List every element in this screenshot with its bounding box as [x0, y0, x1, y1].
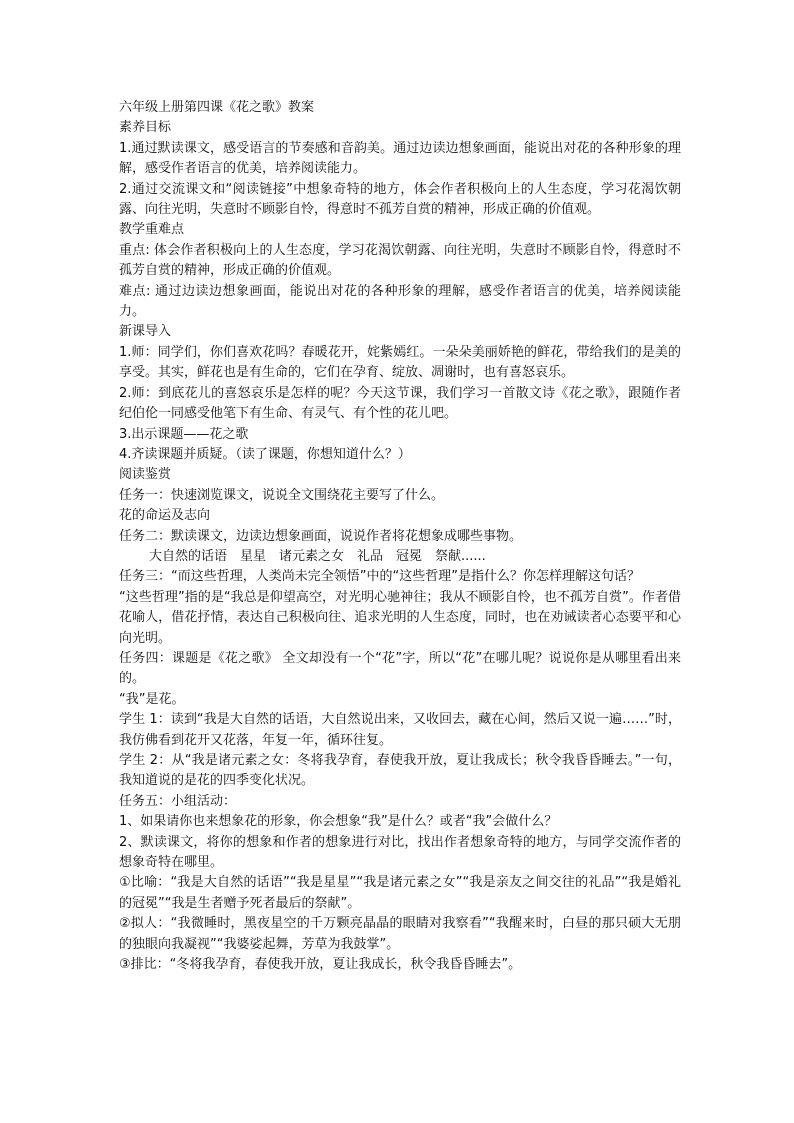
task-1-answer: 花的命运及志向 [119, 508, 211, 524]
heading-goals: 素养目标 [119, 120, 172, 136]
task-1: 任务一：快速浏览课文，说说全文围绕花主要写了什么。 [119, 487, 445, 503]
heading-intro: 新课导入 [119, 324, 172, 340]
key-point: 重点: 体会作者积极向上的人生态度，学习花渴饮朝露、向往光明，失意时不顾影自怜，得意时不孤芳自赏的精神，形成正确的价值观。 [119, 242, 681, 279]
goal-item-2: 2.通过交流课文和“阅读链接”中想象奇特的地方，体会作者积极向上的人生态度，学习花渴饮朝露、向往光明，失意时不顾影自怜，得意时不孤芳自赏的精神，形成正确的价值观。 [119, 181, 681, 218]
student-answer-2: 学生 2：从“我是诸元素之女：冬将我孕育，春使我开放，夏让我成长；秋令我昏昏睡去。”一句，我知道说的是花的四季变化状况。 [119, 753, 681, 789]
student-answer-1: 学生 1：读到“我是大自然的话语，大自然说出来，又收回去，藏在心间，然后又说一遍……”时，我仿佛看到花开又花落，年复一年，循环往复。 [119, 712, 681, 748]
heading-reading: 阅读鉴赏 [119, 467, 172, 483]
task-5-question-1: 1、如果请你也来想象花的形象，你会想象“我”是什么？或者“我”会做什么？ [119, 814, 558, 830]
goal-item-1: 1.通过默读课文，感受语言的节奏感和音韵美。通过边读边想象画面，能说出对花的各种形象的理解，感受作者语言的优美，培养阅读能力。 [119, 140, 681, 177]
task-2: 任务二：默读课文，边读边想象画面，说说作者将花想象成哪些事物。 [119, 528, 523, 544]
task-2-answer: 大自然的话语 星星 诸元素之女 礼品 冠冕 祭献...... [149, 548, 486, 564]
task-4-answer: “我”是花。 [119, 691, 185, 707]
rhetoric-personification: ②拟人：“我微睡时，黑夜星空的千万颗亮晶晶的眼睛对我察看”“我醒来时，白昼的那只硕大无朋的独眼向我凝视”“我婆娑起舞，芳草为我鼓掌”。 [119, 916, 681, 952]
task-3: 任务三：“而这些哲理，人类尚未完全领悟”中的“这些哲理”是指什么？你怎样理解这句话？ [119, 569, 640, 585]
document-page [119, 98, 681, 975]
task-4: 任务四：课题是《花之歌》 全文却没有一个“花”字，所以“花”在哪儿呢？说说你是从哪里看出来的。 [119, 650, 681, 687]
task-3-answer: “这些哲理”指的是“我总是仰望高空，对光明心驰神往；我从不顾影自怜，也不孤芳自赏”。作者借花喻人，借花抒情，表达自己积极向往、追求光明的人生态度，同时，也在劝诫读者心态要平和心向光明。 [119, 589, 681, 646]
intro-item-2: 2.师：到底花儿的喜怒哀乐是怎样的呢？今天这节课，我们学习一首散文诗《花之歌》，跟随作者纪伯伦一同感受他笔下有生命、有灵气、有个性的花儿吧。 [119, 385, 681, 422]
rhetoric-parallelism: ③排比：“冬将我孕育，春使我开放，夏让我成长，秋令我昏昏睡去”。 [119, 957, 522, 973]
difficult-point: 难点: 通过边读边想象画面，能说出对花的各种形象的理解，感受作者语言的优美，培养阅读能力。 [119, 283, 681, 320]
heading-key-points: 教学重难点 [119, 222, 185, 238]
task-5-question-2: 2、默读课文，将你的想象和作者的想象进行对比，找出作者想象奇特的地方，与同学交流作者的想象奇特在哪里。 [119, 834, 681, 871]
intro-item-3: 3.出示课题——花之歌 [119, 426, 249, 442]
rhetoric-metaphor: ①比喻：“我是大自然的话语”“我是星星”“我是诸元素之女”“我是亲友之间交往的礼品”“我是婚礼的冠冕”“我是生者赠予死者最后的祭献”。 [119, 875, 681, 911]
document-title: 六年级上册第四课《花之歌》教案 [119, 100, 315, 115]
intro-item-4: 4.齐读课题并质疑。（读了课题，你想知道什么？） [119, 446, 411, 462]
task-5: 任务五：小组活动： [119, 793, 237, 809]
intro-item-1: 1.师：同学们，你们喜欢花吗？春暖花开，姹紫嫣红。一朵朵美丽娇艳的鲜花，带给我们的是美的享受。其实，鲜花也是有生命的，它们在孕育、绽放、凋谢时，也有喜怒哀乐。 [119, 344, 681, 381]
